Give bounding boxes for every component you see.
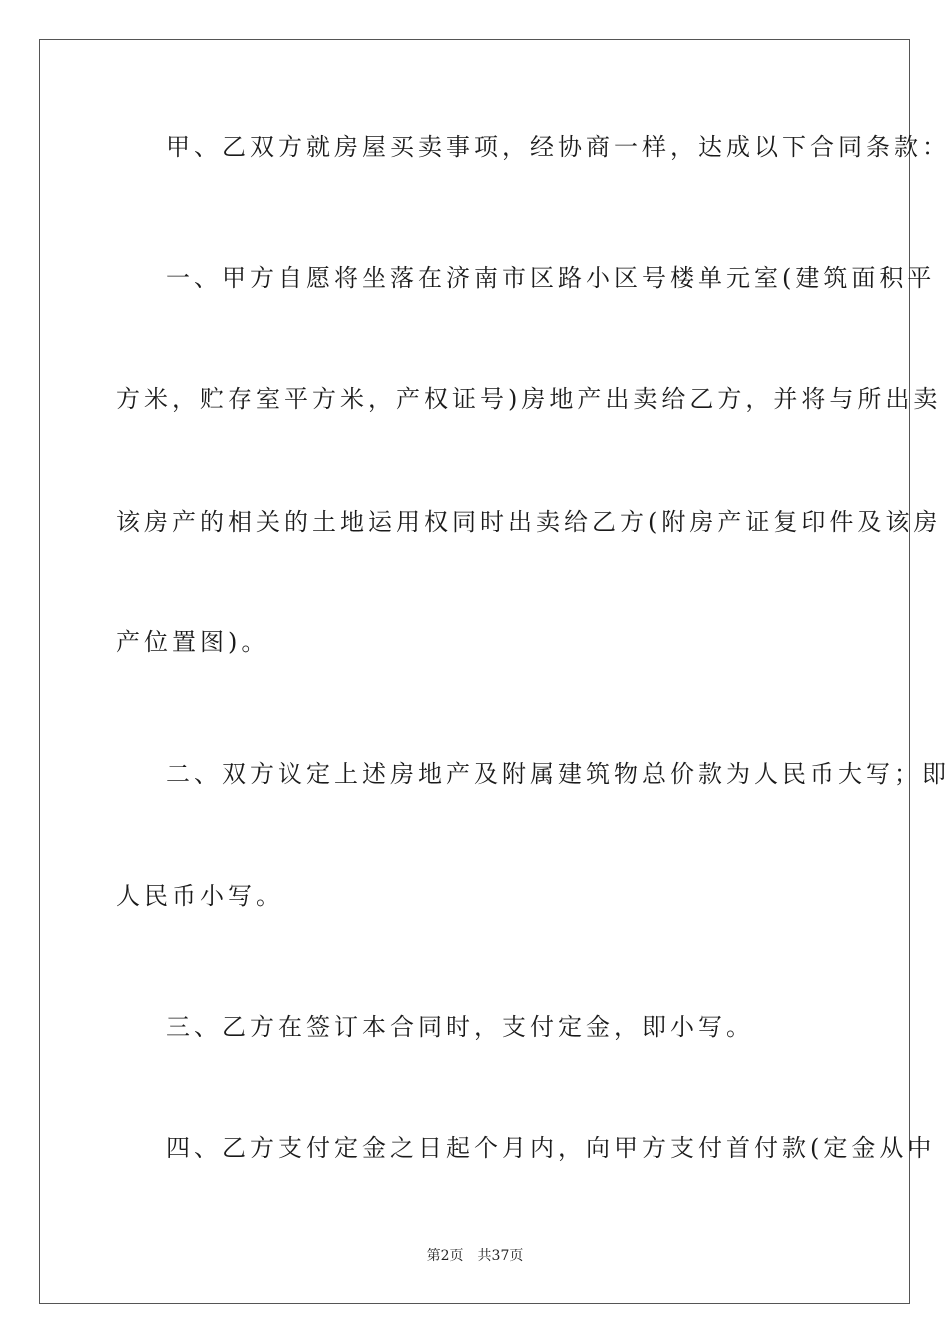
paragraph-intro: 甲、乙双方就房屋买卖事项，经协商一样，达成以下合同条款：: [166, 133, 950, 161]
clause-four-line-1: 四、乙方支付定金之日起个月内，向甲方支付首付款(定金从中: [166, 1134, 936, 1162]
clause-two-line-2: 人民币小写。: [116, 882, 284, 910]
clause-two-line-1: 二、双方议定上述房地产及附属建筑物总价款为人民币大写；即: [166, 760, 950, 788]
clause-one-line-4: 产位置图)。: [116, 628, 270, 656]
page-frame: [39, 39, 950, 1304]
clause-one-line-2: 方米，贮存室平方米，产权证号)房地产出卖给乙方，并将与所出卖: [116, 385, 942, 413]
page-footer: [0, 1247, 950, 1265]
clause-three: 三、乙方在签订本合同时，支付定金，即小写。: [166, 1013, 754, 1041]
page-total: 共37页: [477, 1248, 524, 1264]
clause-one-line-3: 该房产的相关的土地运用权同时出卖给乙方(附房产证复印件及该房: [116, 508, 942, 536]
page-number: 第2页: [426, 1248, 464, 1264]
clause-one-line-1: 一、甲方自愿将坐落在济南市区路小区号楼单元室(建筑面积平: [166, 264, 936, 292]
